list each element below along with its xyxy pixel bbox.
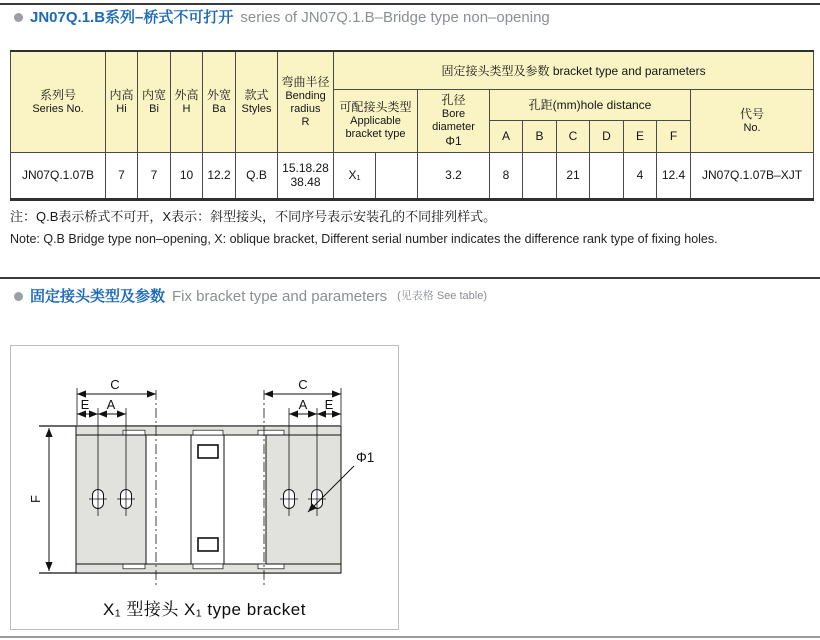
cell-f: 12.4 — [657, 152, 691, 199]
col-header-applicable — [334, 89, 418, 152]
col-header-bi — [138, 51, 171, 152]
col-header-e: E — [624, 120, 657, 152]
dim-label-phi1: Φ1 — [356, 450, 375, 465]
col-header-c: C — [557, 120, 590, 152]
col-header-h — [171, 51, 203, 152]
top-rule — [0, 3, 820, 5]
col-header-no — [691, 89, 814, 152]
bi-zh: 内宽 — [141, 87, 166, 102]
page-title — [14, 8, 550, 27]
dim-label-c-left: C — [110, 377, 120, 392]
section2-title-zh: 固定接头类型及参数 — [30, 288, 166, 305]
dim-label-a-left: A — [106, 397, 116, 412]
bending-zh: 弯曲半径 — [281, 74, 330, 89]
col-header-d: D — [590, 120, 624, 152]
col-header-bracket-group: 固定接头类型及参数 bracket type and parameters — [334, 51, 814, 89]
col-header-f: F — [657, 120, 691, 152]
cell-styles: Q.B — [236, 152, 278, 199]
diagram-caption: X₁ 型接头 X₁ type bracket — [103, 600, 306, 619]
h-en: H — [182, 102, 191, 115]
bending-en1: Bending — [285, 89, 326, 102]
ba-zh: 外宽 — [206, 87, 231, 102]
bending-en3: R — [301, 115, 310, 128]
cell-a: 8 — [490, 152, 523, 199]
ba-en: Ba — [212, 102, 226, 115]
col-header-series — [11, 51, 106, 152]
dim-label-e-left: E — [80, 397, 90, 412]
note-zh: 注：Q.B表示桥式不可开，X表示：斜型接头，不同序号表示安装孔的不同排列样式。 — [10, 209, 497, 224]
bending-en2: radius — [290, 102, 321, 115]
series-en: Series No. — [32, 102, 84, 115]
page-title-en: series of JN07Q.1.B–Bridge type non–opening — [240, 9, 550, 26]
col-header-a: A — [490, 120, 523, 152]
section2-title-en: Fix bracket type and parameters — [172, 288, 388, 305]
cell-h: 10 — [171, 152, 203, 199]
col-header-hole-distance: 孔距(mm)hole distance — [490, 89, 691, 120]
bore-zh: 孔径 — [441, 93, 466, 107]
h-zh: 外高 — [174, 87, 199, 102]
link-slot-bottom — [198, 538, 218, 551]
dim-label-f: F — [28, 495, 43, 503]
cell-d — [590, 152, 624, 199]
left-panel — [76, 435, 146, 564]
bi-en: Bi — [149, 102, 159, 115]
bracket-diagram-box — [10, 345, 399, 630]
col-header-bore — [418, 89, 490, 152]
cell-hi: 7 — [106, 152, 138, 199]
right-panel — [266, 435, 341, 564]
no-zh: 代号 — [740, 106, 765, 121]
applicable-en2: bracket type — [345, 128, 406, 140]
col-header-styles — [236, 51, 278, 152]
cell-bi: 7 — [138, 152, 171, 199]
col-header-hi — [106, 51, 138, 152]
col-header-ba — [203, 51, 236, 152]
bracket-drawing — [11, 346, 400, 631]
cell-e: 4 — [624, 152, 657, 199]
dim-label-a-right: A — [298, 397, 308, 412]
link-slot-top — [198, 445, 218, 458]
section2-hint: (见表格 See table) — [397, 290, 487, 302]
cell-c: 21 — [557, 152, 590, 199]
cell-applicable: X₁ — [334, 152, 376, 199]
bore-en: Bore diameter — [432, 108, 475, 133]
no-en: No. — [743, 121, 761, 134]
col-header-bending — [278, 51, 334, 152]
cell-no: JN07Q.1.07B–XJT — [691, 152, 814, 199]
notes — [10, 206, 718, 250]
series-zh: 系列号 — [39, 87, 76, 102]
col-header-b: B — [523, 120, 557, 152]
cell-bending — [278, 152, 334, 199]
styles-zh: 款式 — [244, 87, 269, 102]
hi-zh: 内高 — [109, 87, 134, 102]
page-title-zh: JN07Q.1.B系列–桥式不可打开 — [30, 9, 234, 26]
bending-value-2: 38.48 — [290, 175, 321, 189]
dim-label-e-right: E — [324, 397, 334, 412]
bottom-rule — [0, 636, 820, 638]
bending-value-1: 15.18.28 — [282, 161, 329, 175]
cell-series: JN07Q.1.07B — [11, 152, 106, 199]
bore-symbol: Φ1 — [445, 134, 462, 148]
hi-en: Hi — [116, 102, 127, 115]
cell-bore: 3.2 — [418, 152, 490, 199]
section2-title — [14, 287, 487, 306]
section-divider — [0, 277, 820, 279]
bullet-icon — [14, 13, 23, 22]
bullet-icon-2 — [14, 292, 23, 301]
note-en: Note: Q.B Bridge type non–opening, X: oblique bracket, Different serial number indicates the difference rank type of fixing holes. — [10, 232, 718, 246]
cell-applicable-2 — [376, 152, 418, 199]
cell-ba: 12.2 — [203, 152, 236, 199]
applicable-en1: Applicable — [350, 115, 401, 127]
applicable-zh: 可配接头类型 — [339, 100, 412, 114]
cell-b — [523, 152, 557, 199]
dim-label-c-right: C — [298, 377, 308, 392]
styles-en: Styles — [241, 102, 272, 115]
spec-table — [10, 50, 814, 201]
table-row — [11, 152, 814, 199]
